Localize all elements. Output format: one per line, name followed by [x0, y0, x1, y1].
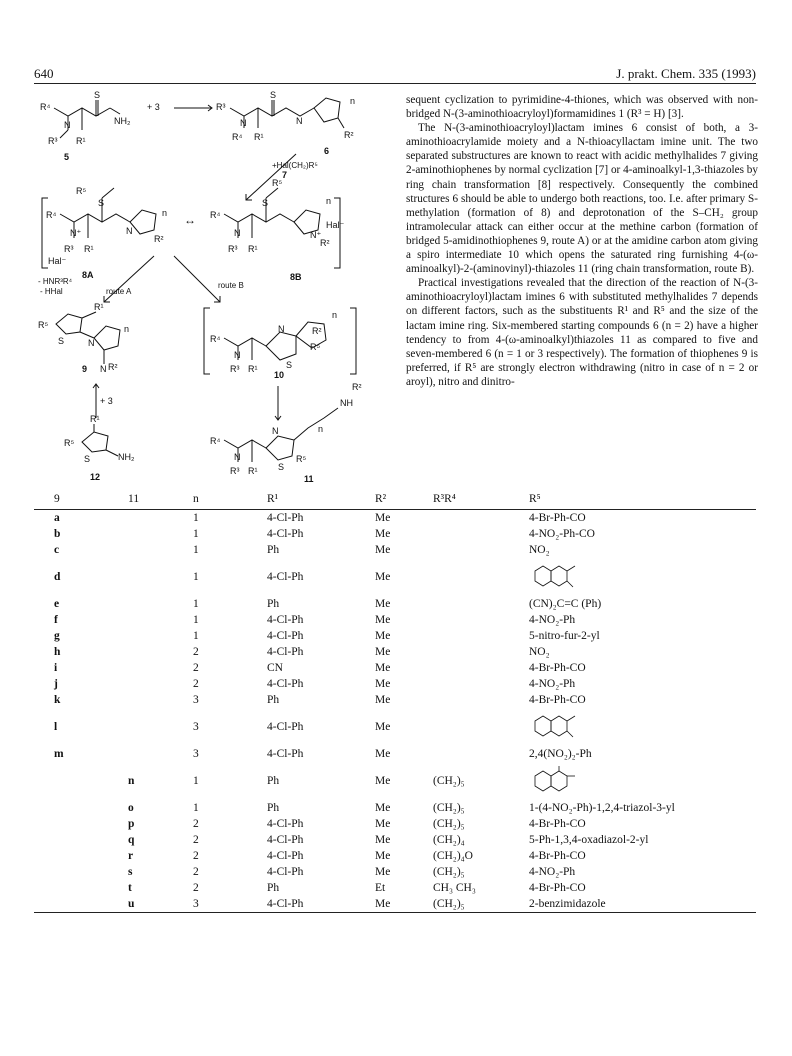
cell-r2: Me: [375, 818, 391, 830]
cell-r1: 4-Cl-Ph: [267, 630, 304, 642]
cell-r3r4: [433, 526, 529, 542]
cell-r2: Me: [375, 775, 391, 787]
cell-r1: 4-Cl-Ph: [267, 818, 304, 830]
cell-r3r4: (CH₂)₄O: [433, 850, 473, 862]
svg-text:R⁵: R⁵: [76, 186, 87, 196]
cell-r5: 5-Ph-1,3,4-oxadiazol-2-yl: [529, 834, 649, 846]
cell-r1: 4-Cl-Ph: [267, 850, 304, 862]
cell-r2: Me: [375, 678, 391, 690]
table-row: [34, 816, 756, 832]
svg-text:R²: R²: [312, 326, 322, 336]
svg-text:S: S: [58, 336, 65, 346]
cell-r5: 1-(4-NO₂-Ph)-1,2,4-triazol-3-yl: [529, 802, 675, 814]
cell-n: 1: [193, 528, 199, 540]
svg-text:N⁺: N⁺: [310, 230, 322, 240]
cell-11: [128, 558, 193, 596]
cell-r5: 5-nitro-fur-2-yl: [529, 630, 600, 642]
cell-9: l: [54, 721, 58, 733]
cell-r5: 4-Br-Ph-CO: [529, 512, 586, 524]
table-row: [34, 896, 756, 913]
label-9: 9: [82, 364, 88, 374]
cell-r3r4: [433, 558, 529, 596]
table-row: [34, 880, 756, 896]
svg-text:R¹: R¹: [248, 364, 258, 374]
plus3-bottom: + 3: [100, 396, 113, 406]
svg-text:R⁴: R⁴: [232, 132, 243, 142]
table-row: [34, 526, 756, 542]
svg-text:NH: NH: [340, 398, 353, 408]
cell-11: [128, 676, 193, 692]
cell-9: a: [54, 512, 60, 524]
cell-n: 1: [193, 614, 199, 626]
label-5: 5: [64, 152, 70, 162]
cell-r5: 4-Br-Ph-CO: [529, 850, 586, 862]
label-11: 11: [304, 474, 314, 484]
cell-r3r4: [433, 708, 529, 746]
cell-9: k: [54, 694, 61, 706]
table-body: [34, 510, 756, 913]
structure-6: [230, 98, 344, 128]
label-8B: 8B: [290, 272, 302, 282]
cell-r3r4: (CH₂)₅: [433, 775, 465, 787]
svg-text:R²: R²: [108, 362, 118, 372]
table-row: [34, 660, 756, 676]
cell-r1: 4-Cl-Ph: [267, 528, 304, 540]
body-text-column: [406, 93, 758, 389]
cell-n: 1: [193, 775, 199, 787]
svg-text:S: S: [278, 462, 285, 472]
svg-text:R¹: R¹: [248, 466, 258, 476]
svg-text:R¹: R¹: [84, 244, 94, 254]
reaction-scheme: [34, 88, 390, 486]
table-row: [34, 644, 756, 660]
cell-r1: Ph: [267, 694, 280, 706]
svg-text:n: n: [332, 310, 338, 320]
cell-n: 1: [193, 630, 199, 642]
cell-r1: 4-Cl-Ph: [267, 721, 304, 733]
cell-r2: Me: [375, 614, 391, 626]
svg-text:N: N: [100, 364, 107, 374]
cell-9: [34, 762, 128, 800]
svg-text:R⁴: R⁴: [210, 334, 221, 344]
svg-text:R³: R³: [230, 466, 240, 476]
cell-n: 2: [193, 662, 199, 674]
cell-9: f: [54, 614, 58, 626]
cell-9: g: [54, 630, 60, 642]
cell-r3r4: (CH₂)₅: [433, 802, 465, 814]
cell-9: b: [54, 528, 61, 540]
table-row: [34, 746, 756, 762]
cell-11: [128, 628, 193, 644]
cell-r3r4: [433, 510, 529, 527]
cell-r2: Me: [375, 850, 391, 862]
cell-9: [34, 880, 128, 896]
paragraph-1: sequent cyclization to pyrimidine-4-thiones, which was observed with non-bridged N-(3-aminothioacryloyl)formamidines 1 (R³ = H) [3].: [406, 94, 758, 121]
col-header-r2: R²: [375, 489, 433, 510]
cell-r2: Me: [375, 694, 391, 706]
svg-text:NH₂: NH₂: [114, 116, 131, 126]
plus3-top: + 3: [147, 102, 160, 112]
r5-structure-icon: [529, 561, 585, 591]
cell-r3r4: [433, 676, 529, 692]
cell-r2: Me: [375, 571, 391, 583]
cell-r5: 4-Br-Ph-CO: [529, 818, 586, 830]
cell-r1: Ph: [267, 775, 280, 787]
cell-r1: 4-Cl-Ph: [267, 834, 304, 846]
svg-text:R²: R²: [154, 234, 164, 244]
cell-r3r4: [433, 628, 529, 644]
cell-r2: Me: [375, 802, 391, 814]
svg-text:R³: R³: [216, 102, 226, 112]
table-row: [34, 864, 756, 880]
cell-n: 1: [193, 512, 199, 524]
cell-11: [128, 692, 193, 708]
cell-r3r4: (CH₂)₅: [433, 818, 465, 830]
cell-11: u: [128, 896, 193, 913]
svg-text:S: S: [94, 90, 101, 100]
svg-text:R³: R³: [230, 364, 240, 374]
cell-r1: CN: [267, 662, 283, 674]
cell-r2: Me: [375, 528, 391, 540]
svg-text:n: n: [326, 196, 332, 206]
svg-text:R¹: R¹: [254, 132, 264, 142]
cell-9: e: [54, 598, 60, 610]
cell-9: c: [54, 544, 60, 556]
cell-r1: Ph: [267, 544, 280, 556]
r5-structure-icon: [529, 764, 585, 796]
cell-11: [128, 660, 193, 676]
cell-r3r4: (CH₂)₄: [433, 834, 465, 846]
reagent-7: +Hal(CH₂)R⁵: [272, 161, 318, 170]
cell-r5: 4-NO₂-Ph-CO: [529, 528, 595, 540]
cell-r1: Ph: [267, 802, 280, 814]
cell-r2: Et: [375, 882, 386, 894]
svg-text:n: n: [124, 324, 130, 334]
cell-11: [128, 510, 193, 527]
svg-text:R⁴: R⁴: [210, 210, 221, 220]
cell-9: i: [54, 662, 58, 674]
cell-r3r4: CH₃ CH₃: [433, 882, 476, 894]
cell-r3r4: [433, 596, 529, 612]
cell-r5: NO₂: [529, 544, 550, 556]
cell-r1: 4-Cl-Ph: [267, 866, 304, 878]
cell-r5: 4-NO₂-Ph: [529, 866, 576, 878]
paragraph-3: Practical investigations revealed that the direction of the reaction of N-(3-aminothioacryloyl)lactam imines 6 with substituted methylhalides 7 depends on different factors, such as the substituents R¹ and R⁵ and the size of the lactam imine ring. Six-membered starting compounds 6 (n = 2) have a higher tendency to from 4-(ω-aminoalkyl)thiazoles 11 as compared to five and seven-membered 6 (n = 1 or 3 respectively). The formation of thiophenes 9 is preferred, if R⁵ are strongly electron withdrawing (nitro in case of n = 2 or aroyl), nitro and dinitro-: [406, 277, 758, 388]
cell-r2: Me: [375, 630, 391, 642]
svg-text:N: N: [240, 118, 247, 128]
cell-11: n: [128, 775, 135, 787]
cell-n: 1: [193, 544, 199, 556]
svg-text:NH₂: NH₂: [118, 452, 135, 462]
svg-text:↔: ↔: [184, 213, 196, 227]
cell-9: [34, 848, 128, 864]
table-row: [34, 762, 756, 800]
table-row: [34, 832, 756, 848]
compound-table: [34, 489, 756, 913]
svg-text:n: n: [350, 96, 356, 106]
svg-text:N: N: [64, 120, 71, 130]
cell-r3r4: [433, 644, 529, 660]
svg-text:S: S: [84, 454, 91, 464]
svg-text:R¹: R¹: [76, 136, 86, 146]
cell-11: p: [128, 818, 135, 830]
hal-8A: Hal⁻: [48, 256, 67, 266]
cell-11: s: [128, 866, 133, 878]
label-6: 6: [324, 146, 330, 156]
cell-9: [34, 896, 128, 913]
paragraph-2: The N-(3-aminothioacryloyl)lactam imines 6 consist of both, a 3-aminothioacrylamide moiety and a N-thioacyllactam imine unit. The two separated substructures are known to react with acidic methylhalides 7 giving 2-aminothiophenes by normal cyclization [7] or 4-aminoalkyl-1,3-thiazoles by ring chain transformation [8] respectively. Consequently the combined structures 6 should be able to undergo both reactions, too. I.e. after primary S-methylation (formation of 8) and deprotonation of the S–CH₂ group intramolecular attack can either occur at the methine carbon (formation of bridged 5-amidinothiophenes 9, route A) or at the amidine carbon atom giving a spiro intermediate 10 which opens the saturated ring furnishing 4-(ω-aminoalkyl)-2-(aminovinyl)-thiazoles 11 (ring chain transformation, route B).: [406, 122, 758, 276]
svg-text:N: N: [234, 452, 241, 462]
cell-n: 2: [193, 882, 199, 894]
cell-r5: NO₂: [529, 646, 550, 658]
journal-citation: J. prakt. Chem. 335 (1993): [616, 66, 756, 81]
cell-11: [128, 708, 193, 746]
table-header-row: [34, 489, 756, 510]
cell-r5: [529, 558, 756, 596]
cell-r1: 4-Cl-Ph: [267, 614, 304, 626]
svg-text:R⁴: R⁴: [46, 210, 57, 220]
label-8A: 8A: [82, 270, 94, 280]
svg-text:R⁵: R⁵: [272, 178, 283, 188]
cell-r5: 4-Br-Ph-CO: [529, 882, 586, 894]
cell-n: 3: [193, 896, 267, 913]
cell-11: t: [128, 882, 132, 894]
cell-r3r4: (CH₂)₅: [433, 896, 529, 913]
route-a-label: route A: [106, 287, 132, 296]
svg-text:N: N: [296, 116, 303, 126]
structure-5: [54, 100, 120, 138]
svg-text:n: n: [162, 208, 168, 218]
cell-n: 2: [193, 678, 199, 690]
r5-structure-icon: [529, 711, 585, 741]
svg-text:R⁵: R⁵: [38, 320, 49, 330]
cell-r3r4: [433, 542, 529, 558]
elim-hhal: - HHal: [40, 287, 63, 296]
cell-r5: [529, 708, 756, 746]
cell-11: [128, 596, 193, 612]
cell-r5: (CN)₂C=C (Ph): [529, 598, 602, 610]
col-header-n: n: [193, 489, 267, 510]
cell-n: 1: [193, 571, 199, 583]
svg-text:R³: R³: [48, 136, 58, 146]
cell-9: [34, 832, 128, 848]
cell-r2: Me: [375, 866, 391, 878]
svg-text:N: N: [88, 338, 95, 348]
svg-text:N: N: [234, 228, 241, 238]
cell-9: m: [54, 748, 64, 760]
cell-n: 2: [193, 818, 199, 830]
cell-n: 2: [193, 646, 199, 658]
svg-text:R¹: R¹: [90, 414, 100, 424]
cell-r2: Me: [375, 512, 391, 524]
cell-11: [128, 526, 193, 542]
col-header-9: 9: [34, 489, 128, 510]
cell-n: 3: [193, 721, 199, 733]
label-12: 12: [90, 472, 101, 482]
svg-text:S: S: [286, 360, 293, 370]
cell-r5: 2,4(NO₂)₂-Ph: [529, 748, 592, 760]
elim-amine: - HNR³R⁴: [38, 277, 73, 286]
cell-r2: Me: [375, 748, 391, 760]
cell-r3r4: [433, 692, 529, 708]
col-header-r5: R⁵: [529, 489, 756, 510]
cell-r1: 4-Cl-Ph: [267, 571, 304, 583]
svg-text:R²: R²: [352, 382, 362, 392]
cell-r5: 4-NO₂-Ph: [529, 678, 576, 690]
cell-r2: Me: [375, 721, 391, 733]
cell-r2: Me: [375, 646, 391, 658]
svg-text:S: S: [98, 198, 105, 208]
cell-9: [34, 800, 128, 816]
cell-r3r4: [433, 660, 529, 676]
cell-9: h: [54, 646, 61, 658]
table-row: [34, 692, 756, 708]
cell-9: d: [54, 571, 61, 583]
svg-text:R¹: R¹: [248, 244, 258, 254]
cell-r5: [529, 762, 756, 800]
svg-text:N: N: [272, 426, 279, 436]
svg-text:N: N: [278, 324, 285, 334]
cell-11: o: [128, 802, 134, 814]
cell-11: [128, 612, 193, 628]
cell-11: r: [128, 850, 134, 862]
cell-11: q: [128, 834, 135, 846]
svg-text:R⁵: R⁵: [64, 438, 75, 448]
structure-12: [82, 424, 118, 456]
cell-r1: 4-Cl-Ph: [267, 512, 304, 524]
cell-r1: Ph: [267, 598, 280, 610]
label-10: 10: [274, 370, 285, 380]
svg-text:R⁵: R⁵: [296, 454, 307, 464]
svg-text:R³: R³: [228, 244, 238, 254]
table-row: [34, 596, 756, 612]
cell-r1: 4-Cl-Ph: [267, 748, 304, 760]
svg-text:S: S: [270, 90, 277, 100]
cell-n: 2: [193, 866, 199, 878]
hal-8B: Hal⁻: [326, 220, 345, 230]
table-row: [34, 800, 756, 816]
cell-r5: 4-NO₂-Ph: [529, 614, 576, 626]
svg-text:N⁺: N⁺: [70, 228, 82, 238]
cell-n: 2: [193, 850, 199, 862]
page-number: 640: [34, 66, 54, 81]
table-row: [34, 558, 756, 596]
cell-11: [128, 644, 193, 660]
cell-9: [34, 816, 128, 832]
cell-n: 2: [193, 834, 199, 846]
svg-text:R⁴: R⁴: [210, 436, 221, 446]
header-rule: [34, 83, 756, 84]
svg-text:R⁵: R⁵: [310, 342, 321, 352]
table-row: [34, 628, 756, 644]
table-row: [34, 708, 756, 746]
cell-r5: 4-Br-Ph-CO: [529, 694, 586, 706]
cell-11: [128, 746, 193, 762]
table-row: [34, 612, 756, 628]
table-row: [34, 848, 756, 864]
cell-r1: 4-Cl-Ph: [267, 896, 375, 913]
cell-r2: Me: [375, 598, 391, 610]
cell-r5: 2-benzimidazole: [529, 896, 756, 913]
cell-11: [128, 542, 193, 558]
label-7: 7: [282, 170, 288, 180]
svg-text:R⁴: R⁴: [40, 102, 51, 112]
cell-r2: Me: [375, 834, 391, 846]
col-header-r3r4: R³R⁴: [433, 489, 529, 510]
cell-n: 3: [193, 748, 199, 760]
cell-n: 3: [193, 694, 199, 706]
cell-r3r4: [433, 746, 529, 762]
svg-text:R³: R³: [64, 244, 74, 254]
cell-r2: Me: [375, 896, 433, 913]
table-row: [34, 542, 756, 558]
cell-r5: 4-Br-Ph-CO: [529, 662, 586, 674]
table-row: [34, 676, 756, 692]
cell-9: j: [54, 678, 58, 690]
col-header-r1: R¹: [267, 489, 375, 510]
cell-r2: Me: [375, 544, 391, 556]
table-row: [34, 510, 756, 527]
cell-r3r4: (CH₂)₅: [433, 866, 465, 878]
cell-n: 1: [193, 598, 199, 610]
cell-9: [34, 864, 128, 880]
svg-text:S: S: [262, 198, 269, 208]
cell-r1: 4-Cl-Ph: [267, 678, 304, 690]
svg-text:R²: R²: [320, 238, 330, 248]
svg-text:N: N: [234, 350, 241, 360]
cell-r1: Ph: [267, 882, 280, 894]
cell-n: 1: [193, 802, 199, 814]
cell-r3r4: [433, 612, 529, 628]
svg-text:N: N: [126, 226, 133, 236]
cell-r2: Me: [375, 662, 391, 674]
svg-text:n: n: [318, 424, 324, 434]
col-header-11: 11: [128, 489, 193, 510]
svg-text:R²: R²: [344, 130, 354, 140]
svg-text:R¹: R¹: [94, 302, 104, 312]
cell-r1: 4-Cl-Ph: [267, 646, 304, 658]
route-b-label: route B: [218, 281, 244, 290]
